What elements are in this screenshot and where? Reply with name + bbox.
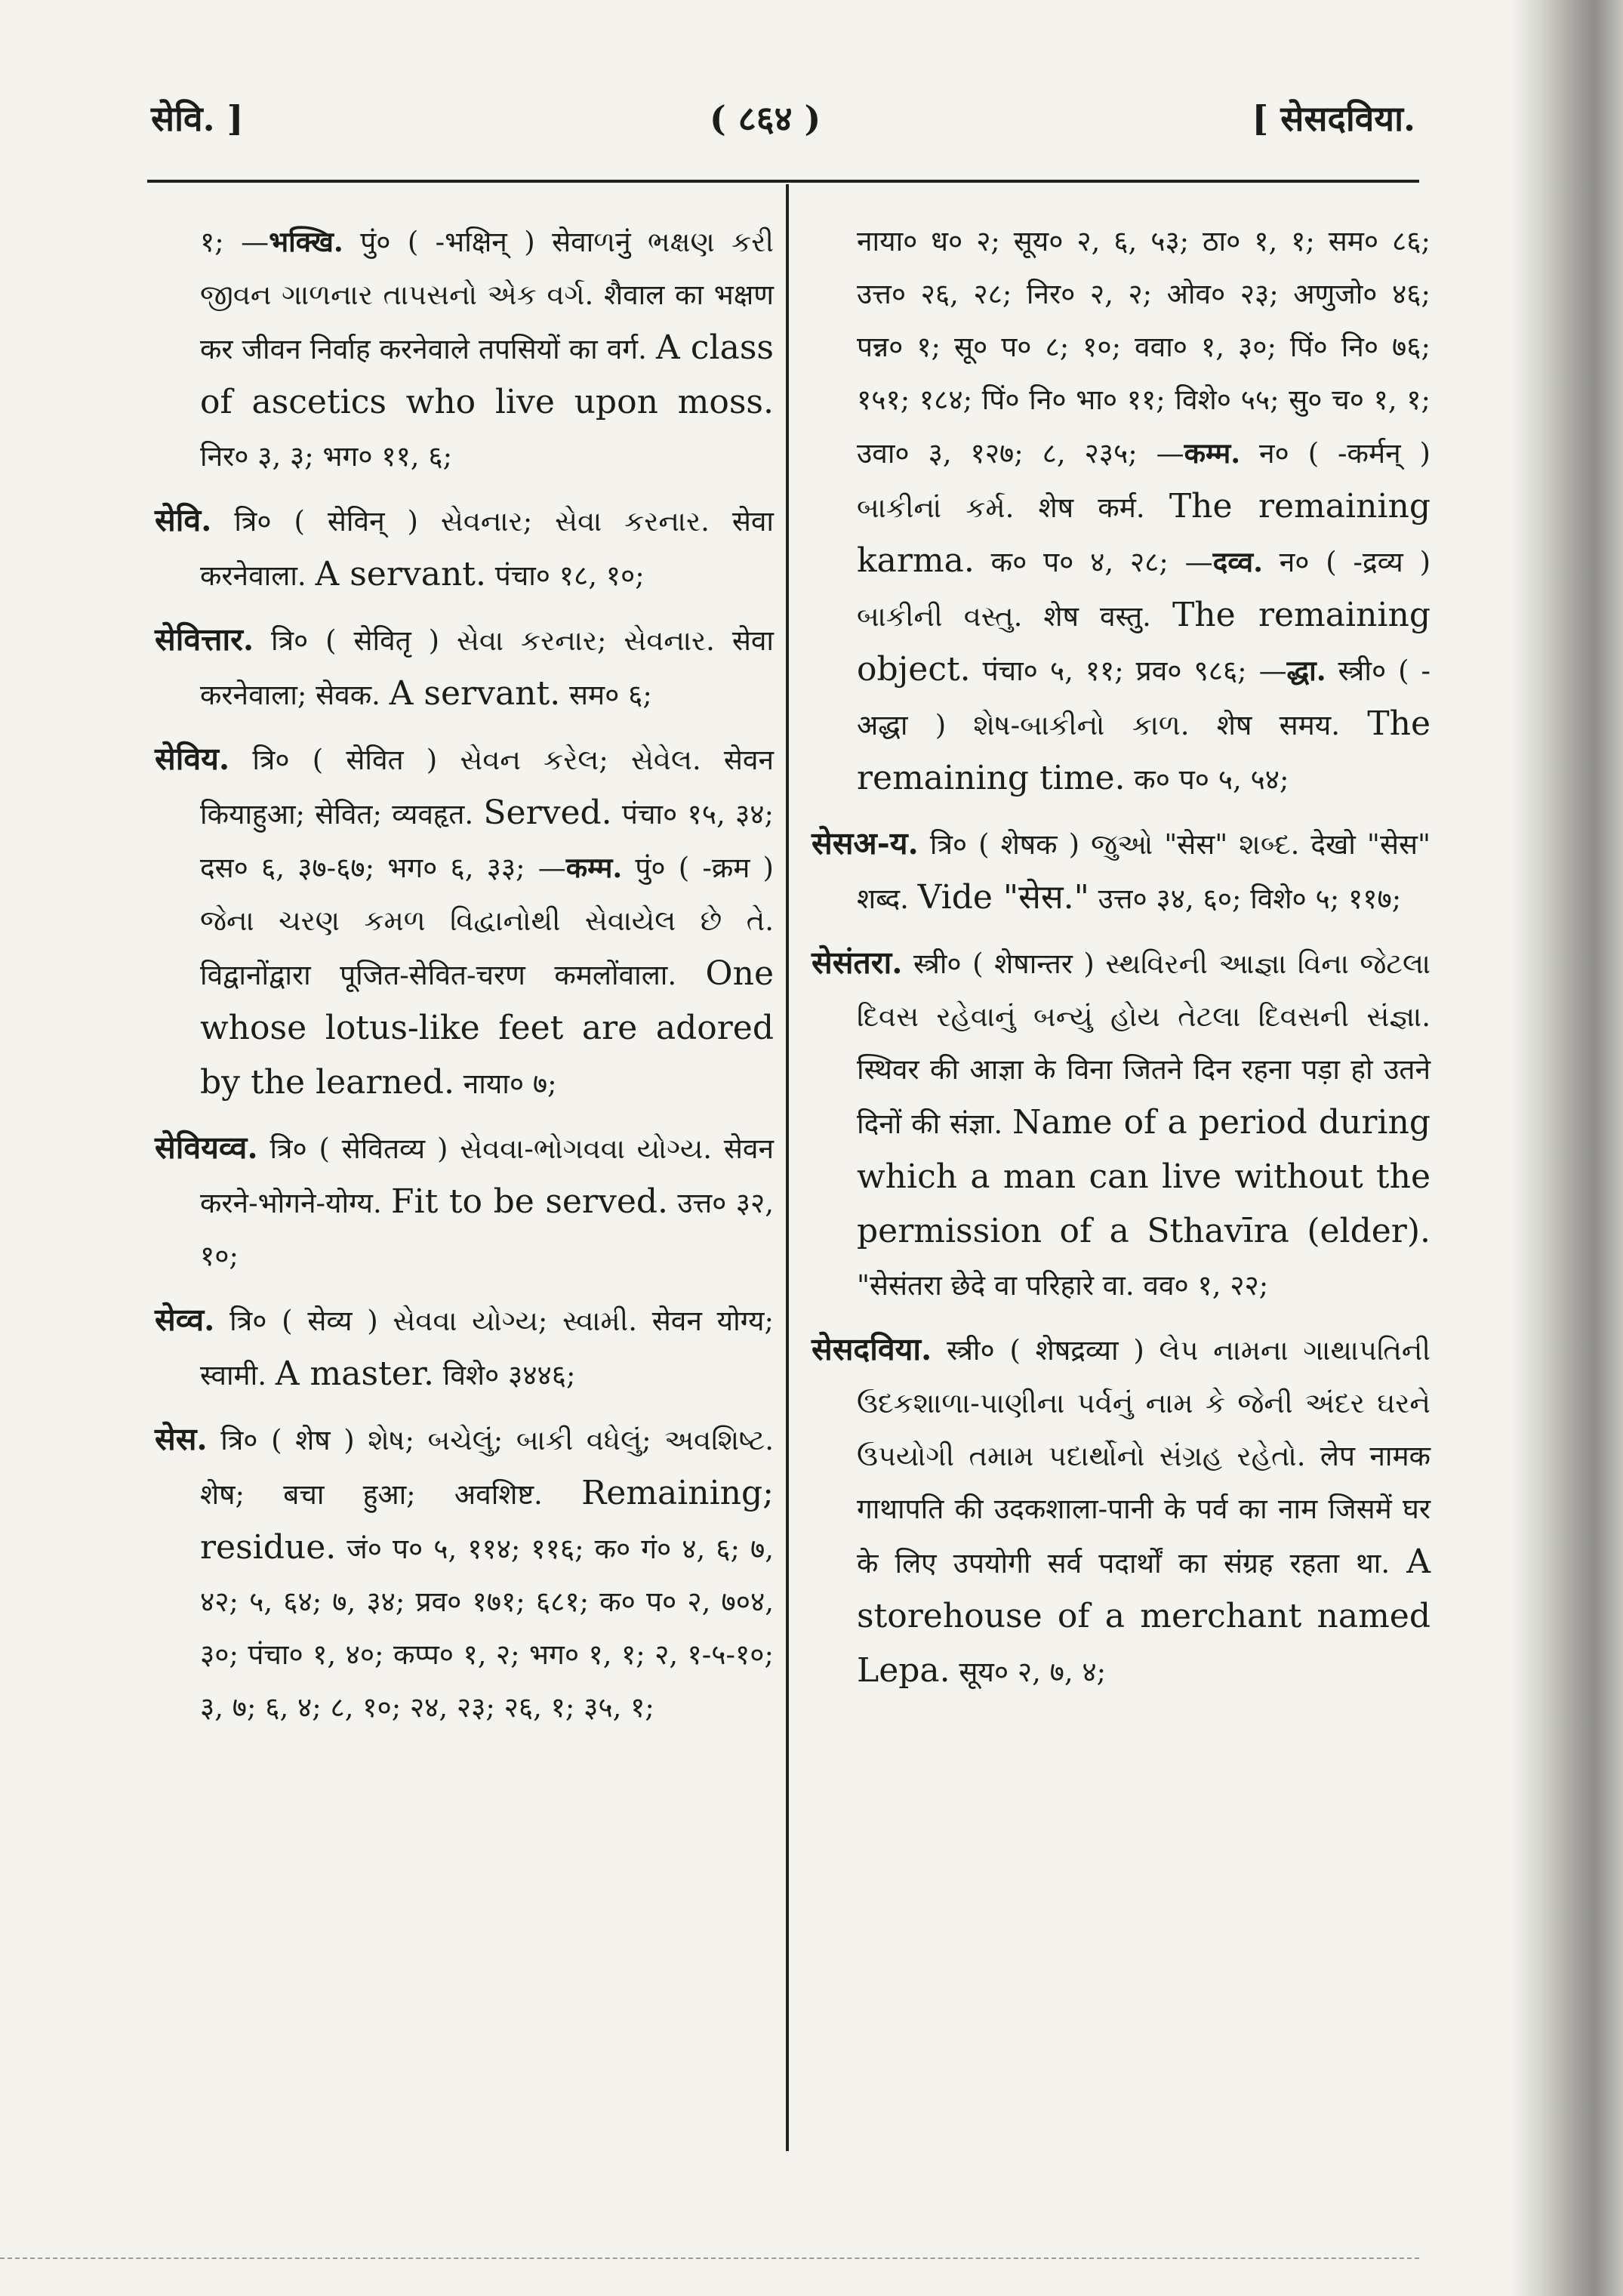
headword: सेविय.	[155, 741, 230, 777]
headword: सेसअ-य.	[812, 825, 919, 861]
dictionary-entry: सेव्व. त्रि० ( सेव्य ) સેવવા યોગ્ય; સ્વામી. सेवन योग्य; स्वामी. A master. विशे० ३४४६;	[155, 1302, 774, 1393]
headword: सेसंतरा.	[812, 945, 903, 981]
header-right-guideword: [ सेसदविया.	[1252, 98, 1415, 139]
header-left-guideword: सेवि. ]	[151, 98, 244, 139]
page-number: ( ८६४ )	[710, 98, 821, 139]
dictionary-entry: सेविय. त्रि० ( सेवित ) સેવન કરેલ; સેવેલ. सेवन कियाहुआ; सेवित; व्यवहृत. Served. पंचा० १५, ३४; दस० ६, ३७-६७; भग० ६, ३३; —कम्म. पुं० ( -क्रम ) જેના ચરણ કમળ વિદ્વાનોથી સેવાયેલ છે તે. विद्वानोंद्वारा पूजित-सेवित-चरण कमलोंवाला. One whose lotus-like feet are adored by the learned. नाया० ७;	[155, 741, 774, 1102]
left-column	[155, 215, 774, 1745]
page-edge-shadow	[1510, 0, 1623, 2296]
headword: सेवित्तार.	[155, 621, 254, 658]
column-divider	[786, 184, 789, 2151]
dictionary-entry: सेस. त्रि० ( शेष ) શેષ; બચેલું; બાકી વધેલું; અવશિષ્ટ. शेष; बचा हुआ; अवशिष्ट. Remaining; residue. जं० प० ५, ११४; ११६; क० गं० ४, ६; ७, ४२; ५, ६४; ७, ३४; प्रव० १७१; ६८१; क० प० २, ७०४, ३०; पंचा० १, ४०; कप्प० १, २; भग० १, १; २, १-५-१०; ३, ७; ६, ४; ८, १०; २४, २३; २६, १; ३५, १;	[155, 1421, 774, 1724]
dictionary-entry: सेसंतरा. स्त्री० ( शेषान्तर ) સ્થવિરની આજ્ઞા વિના જેટલા દિવસ રહેવાનું બન્યું હોય તેટલા દિવસની સંજ્ઞા. स्थिवर की आज्ञा के विना जितने दिन रहना पड़ा हो उतने दिनों की संज्ञा. Name of a period during which a man can live without the permission of a Sthavīra (elder). "सेसंतरा छेदे वा परिहारे वा. वव० १, २२;	[812, 945, 1431, 1302]
dictionary-entry: सेवि. त्रि० ( सेविन् ) સેવનાર; સેવા કરનાર. सेवा करनेवाला. A servant. पंचा० १८, १०;	[155, 502, 774, 593]
dictionary-entry: सेसअ-य. त्रि० ( शेषक ) જુઓ "सेस" શબ્દ. देखो "सेस" शब्द. Vide "सेस." उत्त० ३४, ६०; विशे० ५; ११७;	[812, 825, 1431, 917]
dictionary-entry: नाया० ध० २; सूय० २, ६, ५३; ठा० १, १; सम० ८६; उत्त० २६, २८; निर० २, २; ओव० २३; अणुजो० ४६; पन्न० १; सू० प० ८; १०; ववा० १, ३०; पिं० नि० ७६; १५१; १८४; पिं० नि० भा० ११; विशे० ५५; सु० च० १, १; उवा० ३, १२७; ८, २३५; —कम्म. न० ( -कर्मन् ) બાકીનાં કર્મ. शेष कर्म. The remaining karma. क० प० ४, २८; —दव्व. न० ( -द्रव्य ) બાકીની વસ્તુ. शेष वस्तु. The remaining object. पंचा० ५, ११; प्रव० ९८६; —द्धा. स्त्री० ( -अद्धा ) શેષ-બાકીનો કાળ. शेष समय. The remaining time. क० प० ५, ५४;	[857, 225, 1431, 797]
headword: सेवियव्व.	[155, 1130, 258, 1166]
headword: सेव्व.	[155, 1302, 215, 1338]
headword: सेस.	[155, 1421, 208, 1457]
dictionary-entry: सेवित्तार. त्रि० ( सेवितृ ) સેવા કરનાર; સેવનાર. सेवा करनेवाला; सेवक. A servant. सम० ६;	[155, 621, 774, 713]
header-rule	[147, 180, 1419, 183]
dictionary-entry: सेवियव्व. त्रि० ( सेवितव्य ) સેવવા-ભોગવવા યોગ્ય. सेवन करने-भोगने-योग्य. Fit to be served. उत्त० ३२, १०;	[155, 1130, 774, 1272]
bottom-edge-line	[0, 2257, 1419, 2259]
headword: सेवि.	[155, 502, 212, 538]
headword: सेसदविया.	[812, 1331, 932, 1367]
dictionary-entry: सेसदविया. स्त्री० ( शेषद्रव्या ) લેપ નામના ગાથાપતિની ઉદકશાળા-પાણીના પર્વનું નામ કે જેની અંદર ઘરને ઉપયોગી તમામ પદાર્થોનો સંગ્રહ રહેતો. लेप नामक गाथापति की उदकशाला-पानी के पर्व का नाम जिसमें घर के लिए उपयोगी सर्व पदार्थों का संग्रह रहता था. A storehouse of a merchant named Lepa. सूय० २, ७, ४;	[812, 1331, 1431, 1690]
page-header	[151, 94, 1415, 147]
dictionary-entry: १; —भक्खि. पुं० ( -भक्षिन् ) सेवाળनुं ભક્ષણ કરી જીવન ગાળનાર તાપસનો એક વર્ગ. शैवाल का भक्षण कर जीवन निर्वाह करनेवाले तपसियों का वर्ग. A class of ascetics who live upon moss. निर० ३, ३; भग० ११, ६;	[200, 225, 774, 473]
right-column	[812, 215, 1431, 1709]
